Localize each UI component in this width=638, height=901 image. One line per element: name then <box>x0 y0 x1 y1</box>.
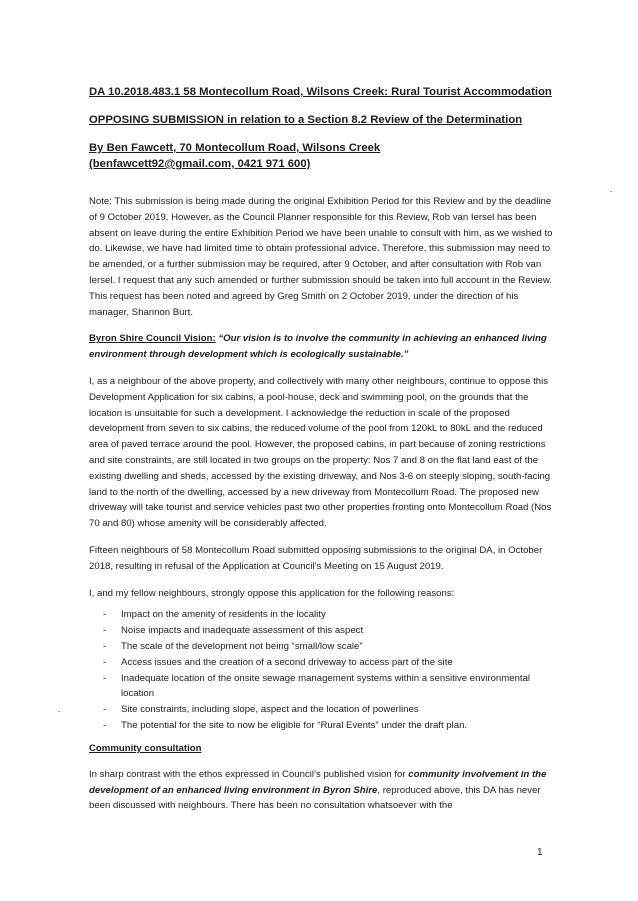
page-content <box>89 84 557 814</box>
scan-speck <box>610 191 612 192</box>
list-item: - The scale of the development not being “small/low scale” <box>89 639 557 655</box>
bullet-dash: - <box>103 719 107 731</box>
community-consultation-heading: Community consultation <box>89 742 202 754</box>
bullet-dash: - <box>103 640 107 652</box>
bullet-dash: - <box>103 672 107 684</box>
scan-speck <box>58 711 60 712</box>
list-item: - Impact on the amenity of residents in the locality <box>89 607 557 623</box>
body-paragraph-1: I, as a neighbour of the above property, and collectively with many other neighbours, continue to oppose this Development Application for six cabins, a pool-house, deck and swimming pool, on the grounds that the location is unsuitable for such a development. I acknowledge the reduction in scale of the proposed development from seven to six cabins, the reduced volume of the pool from 120kL to 80kL and the reduced area of paved terrace around the pool. However, the proposed cabins, in part because of zoning restrictions and site constraints, are still located in two groups on the property: Nos 7 and 8 on the flat land east of the existing dwelling and sheds, accessed by the existing driveway, and Nos 3-6 on steeply sloping, south-facing land to the north of the dwelling, accessed by a new driveway from Montecollum Road. The proposed new driveway will take tourist and service vehicles past two other properties fronting onto Montecollum Road (Nos 70 and 80) whose amenity will be considerably affected. <box>89 375 552 530</box>
author-name-address: By Ben Fawcett, 70 Montecollum Road, Wilsons Creek <box>89 142 381 154</box>
list-item: - Noise impacts and inadequate assessment of this aspect <box>89 623 557 639</box>
bullet-dash: - <box>103 625 107 637</box>
bullet-dash: - <box>103 704 107 716</box>
page-number: 1 <box>537 847 543 858</box>
vision-quote: “Our vision is to involve the community in achieving an enhanced living environment through development which is ecologically sustainable.” <box>89 333 547 361</box>
document-title: DA 10.2018.483.1 58 Montecollum Road, Wilsons Creek: Rural Tourist Accommodation <box>89 86 552 98</box>
list-item: - Site constraints, including slope, aspect and the location of powerlines <box>89 702 557 718</box>
body-paragraph-3: I, and my fellow neighbours, strongly oppose this application for the following reasons: <box>89 587 455 599</box>
community-paragraph: In sharp contrast with the ethos expressed in Council’s published vision for community involvement in the development of an enhanced living environment in Byron Shire, reproduced above, this DA has never been discussed with neighbours. There has been no consultation whatsoever with the <box>89 768 547 812</box>
vision-label: Byron Shire Council Vision: <box>89 333 216 345</box>
bullet-dash: - <box>103 656 107 668</box>
document-subtitle: OPPOSING SUBMISSION in relation to a Section 8.2 Review of the Determination <box>89 114 523 126</box>
list-item: - The potential for the site to now be eligible for “Rural Events” under the draft plan. <box>89 718 557 734</box>
reasons-list <box>89 607 557 733</box>
note-text: This submission is being made during the original Exhibition Period for this Review and by the deadline of 9 October 2019. However, as the Council Planner responsible for this Review, Rob van Iersel has been absent on leave during the entire Exhibition Period we have been unable to consult with him, as we wished to do. Likewise, we have had limited time to obtain professional advice. Therefore, this submission may need to be amended, or a further submission may be required, after 9 October, and after consultation with Rob van Iersel. I request that any such amended or further submission should be taken into full account in the Review. This request has been noted and agreed by Greg Smith on 2 October 2019, under the direction of his manager, Shannon Burt. <box>89 196 553 318</box>
note-paragraph <box>89 194 557 320</box>
community-emphasis: community involvement in the development of an enhanced living environment in Byron Shire <box>89 768 547 796</box>
author-contact: (benfawcett92@gmail.com, 0421 971 600) <box>89 158 311 170</box>
body-paragraph-2: Fifteen neighbours of 58 Montecollum Road submitted opposing submissions to the original DA, in October 2018, resulting in refusal of the Application at Council’s Meeting on 15 August 2019. <box>89 544 543 572</box>
author-block <box>89 140 557 172</box>
note-label: Note: <box>89 196 112 207</box>
vision-paragraph <box>89 331 557 363</box>
list-item: - Inadequate location of the onsite sewage management systems within a sensitive environmental location <box>103 672 531 700</box>
bullet-dash: - <box>103 609 107 621</box>
list-item: - Access issues and the creation of a second driveway to access part of the site <box>89 655 557 671</box>
